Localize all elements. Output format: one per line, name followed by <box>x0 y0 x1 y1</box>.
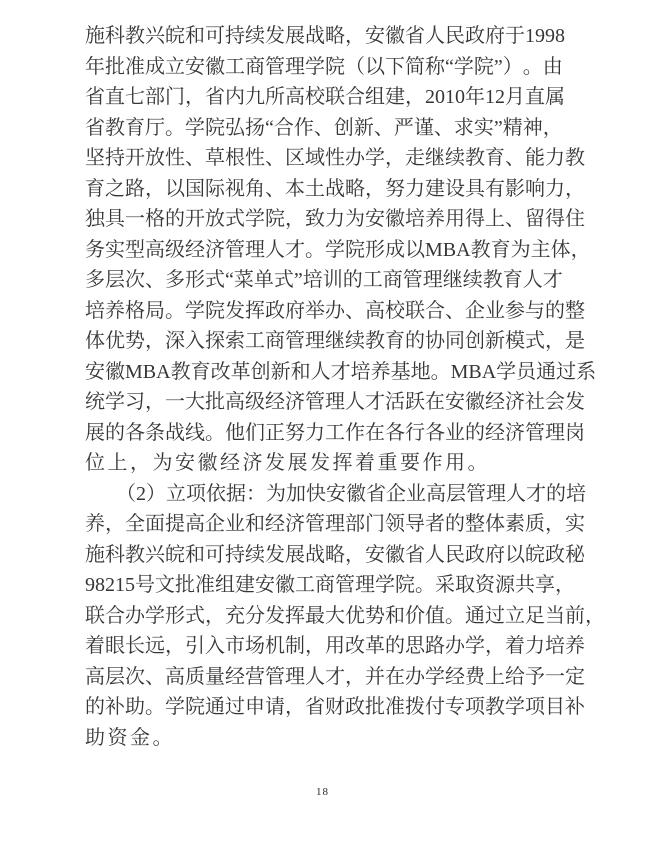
text-line: 省 直 七 部 门 ， 省 内 九 所 高 校 联 合 组 建 ， 2010 年 12 月 直 属 <box>85 86 565 108</box>
text-line: 省 教 育 厅 。 学 院 弘 扬 “ 合 作 、 创 新 、 严 谨 、 求 实 ” 精 神 ， <box>85 116 563 139</box>
text-line: （ 2 ） 立 项 依 据 ： 为 加 快 安 徽 省 企 业 高 层 管 理 人 才 的 培 <box>116 482 586 505</box>
text-line: 展 的 各 条 战 线 。 他 们 正 努 力 工 作 在 各 行 各 业 的 经 济 管 理 岗 <box>85 421 585 444</box>
text-line: 施 科 教 兴 皖 和 可 持 续 发 展 战 略 ， 安 徽 省 人 民 政 府 以 皖 政 秘 <box>85 543 585 566</box>
text-line: 年 批 准 成 立 安 徽 工 商 管 理 学 院 （ 以 下 简 称 “ 学 院 ” ） 。 由 <box>85 55 563 78</box>
text-line: 高 层 次 、 高 质 量 经 营 管 理 人 才 ， 并 在 办 学 经 费 上 给 予 一 定 <box>85 665 585 688</box>
text-line: 助资金。 <box>85 726 175 749</box>
page-number: 18 <box>316 786 329 798</box>
text-line: 位上，为安徽经济发展发挥着重要作用。 <box>85 452 490 474</box>
text-line: 施 科 教 兴 皖 和 可 持 续 发 展 战 略 ， 安 徽 省 人 民 政 府 于 1998 <box>85 25 565 47</box>
text-line: 多 层 次 、 多 形 式 “ 菜 单 式 ” 培 训 的 工 商 管 理 继 续 教 育 人 才 <box>85 269 563 291</box>
text-line: 的 补 助 。 学 院 通 过 申 请 ， 省 财 政 批 准 拨 付 专 项 教 学 项 目 补 <box>85 696 585 718</box>
text-line: 务 实 型 高 级 经 济 管 理 人 才 。 学 院 形 成 以 MBA 教 育 为 主 体 ， <box>85 238 591 261</box>
text-line: 统 学 习 ， 一 大 批 高 级 经 济 管 理 人 才 活 跃 在 安 徽 经 济 社 会 发 <box>85 391 585 413</box>
document-body <box>85 21 605 753</box>
text-line: 联 合 办 学 形 式 ， 充 分 发 挥 最 大 优 势 和 价 值 。 通 过 立 足 当 前 ， <box>85 604 605 627</box>
text-line: 着 眼 长 远 ， 引 入 市 场 机 制 ， 用 改 革 的 思 路 办 学 ， 着 力 培 养 <box>85 635 585 657</box>
text-line: 育 之 路 ， 以 国 际 视 角 、 本 土 战 略 ， 努 力 建 设 具 有 影 响 力 ， <box>85 177 585 200</box>
text-line: 98215 号 文 批 准 组 建 安 徽 工 商 管 理 学 院 。 采 取 资 源 共 享 ， <box>85 574 575 596</box>
page-footer <box>0 782 645 800</box>
text-line: 坚 持 开 放 性 、 草 根 性 、 区 域 性 办 学 ， 走 继 续 教 育 、 能 力 教 <box>85 147 585 169</box>
text-line: 体 优 势 ， 深 入 探 索 工 商 管 理 继 续 教 育 的 协 同 创 新 模 式 ， 是 <box>85 330 585 352</box>
text-line: 培 养 格 局 。 学 院 发 挥 政 府 举 办 、 高 校 联 合 、 企 业 参 与 的 整 <box>85 299 585 322</box>
text-line: 养 ， 全 面 提 高 企 业 和 经 济 管 理 部 门 领 导 者 的 整 体 素 质 ， 实 <box>85 513 585 535</box>
text-line: 独 具 一 格 的 开 放 式 学 院 ， 致 力 为 安 徽 培 养 用 得 上 、 留 得 住 <box>85 208 585 230</box>
text-line: 安 徽 MBA 教 育 改 革 创 新 和 人 才 培 养 基 地 。 MBA 学 员 通 过 系 <box>85 360 597 383</box>
